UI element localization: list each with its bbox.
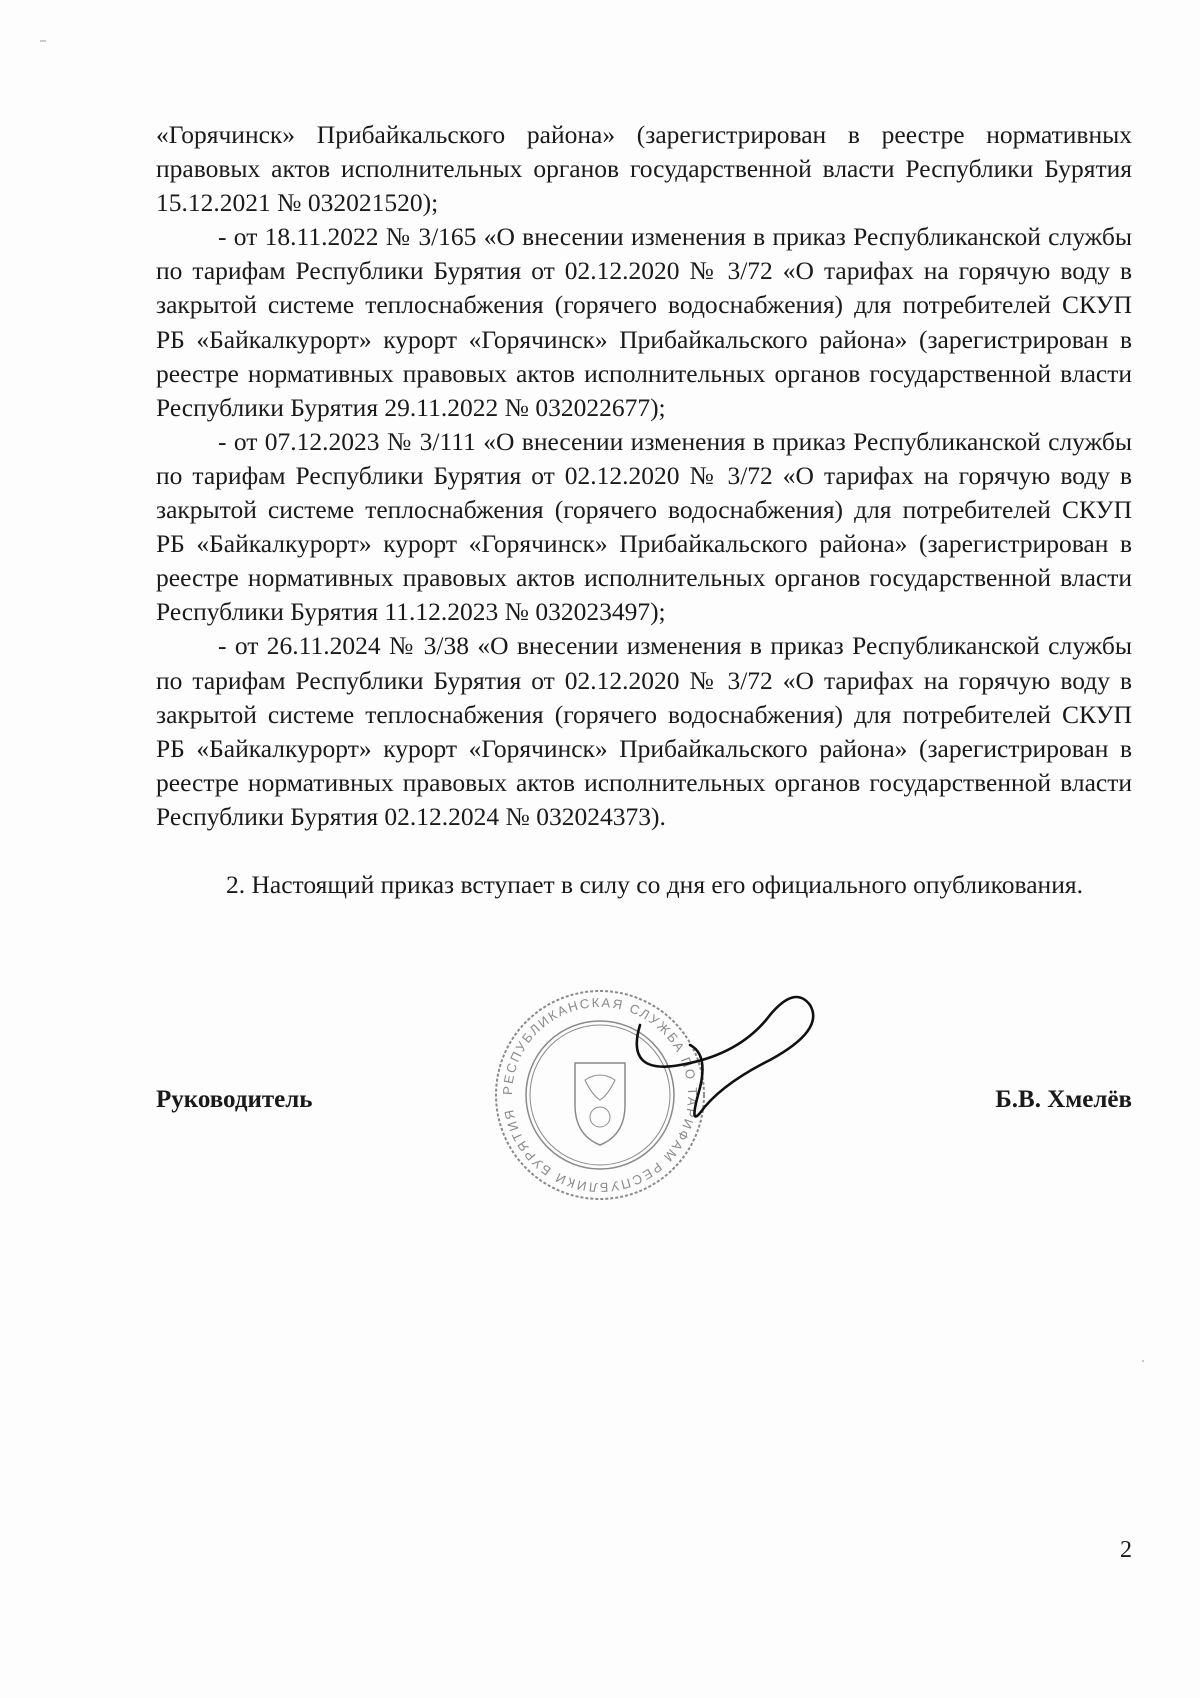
seal-ring-text: РЕСПУБЛИКАНСКАЯ СЛУЖБА ПО ТАРИФАМ РЕСПУБЛИКИ БУРЯТИЯ xyxy=(499,994,701,1196)
list-item-amendment-2023: - от 07.12.2023 № 3/111 «О внесении изменения в приказ Республиканской службы по тарифам Республики Бурятия от 02.12.2020 № 3/72 «О тарифах на горячую воду в закрытой системе теплоснабжения (горячего водоснабжения) для потребителей СКУП РБ «Байкалкурорт» курорт «Горячинск» Прибайкальского района» (зарегистрирован в реестре нормативных правовых актов исполнительных органов государственной власти Республики Бурятия 11.12.2023 № 032023497); xyxy=(156,426,1132,627)
document-body xyxy=(156,118,1132,902)
list-item-amendment-2022: - от 18.11.2022 № 3/165 «О внесении изменения в приказ Республиканской службы по тарифам Республики Бурятия от 02.12.2020 № 3/72 «О тарифах на горячую воду в закрытой системе теплоснабжения (горячего водоснабжения) для потребителей СКУП РБ «Байкалкурорт» курорт «Горячинск» Прибайкальского района» (зарегистрирован в реестре нормативных правовых актов исполнительных органов государственной власти Республики Бурятия 29.11.2022 № 032022677); xyxy=(156,222,1132,422)
list-item-amendment-2024: - от 26.11.2024 № 3/38 «О внесении изменения в приказ Республиканской службы по тарифам Республики Бурятия от 02.12.2020 № 3/72 «О тарифах на горячую воду в закрытой системе теплоснабжения (горячего водоснабжения) для потребителей СКУП РБ «Байкалкурорт» курорт «Горячинск» Прибайкальского района» (зарегистрирован в реестре нормативных правовых актов исполнительных органов государственной власти Республики Бурятия 02.12.2024 № 032024373). xyxy=(156,631,1132,831)
paragraph-continuation: «Горячинск» Прибайкальского района» (зарегистрирован в реестре нормативных правовых актов исполнительных органов государственной власти Республики Бурятия 15.12.2021 № 032021520); xyxy=(156,120,1132,218)
page-number: 2 xyxy=(1120,1537,1132,1563)
signatory-title: Руководитель xyxy=(156,1086,313,1113)
signature-icon xyxy=(620,985,850,1125)
scan-artifact xyxy=(40,40,46,42)
signatory-name: Б.В. Хмелёв xyxy=(995,1086,1132,1113)
clause-effective-date: 2. Настоящий приказ вступает в силу со дня его официального опубликования. xyxy=(226,869,1083,899)
scan-artifact xyxy=(1142,1360,1144,1362)
